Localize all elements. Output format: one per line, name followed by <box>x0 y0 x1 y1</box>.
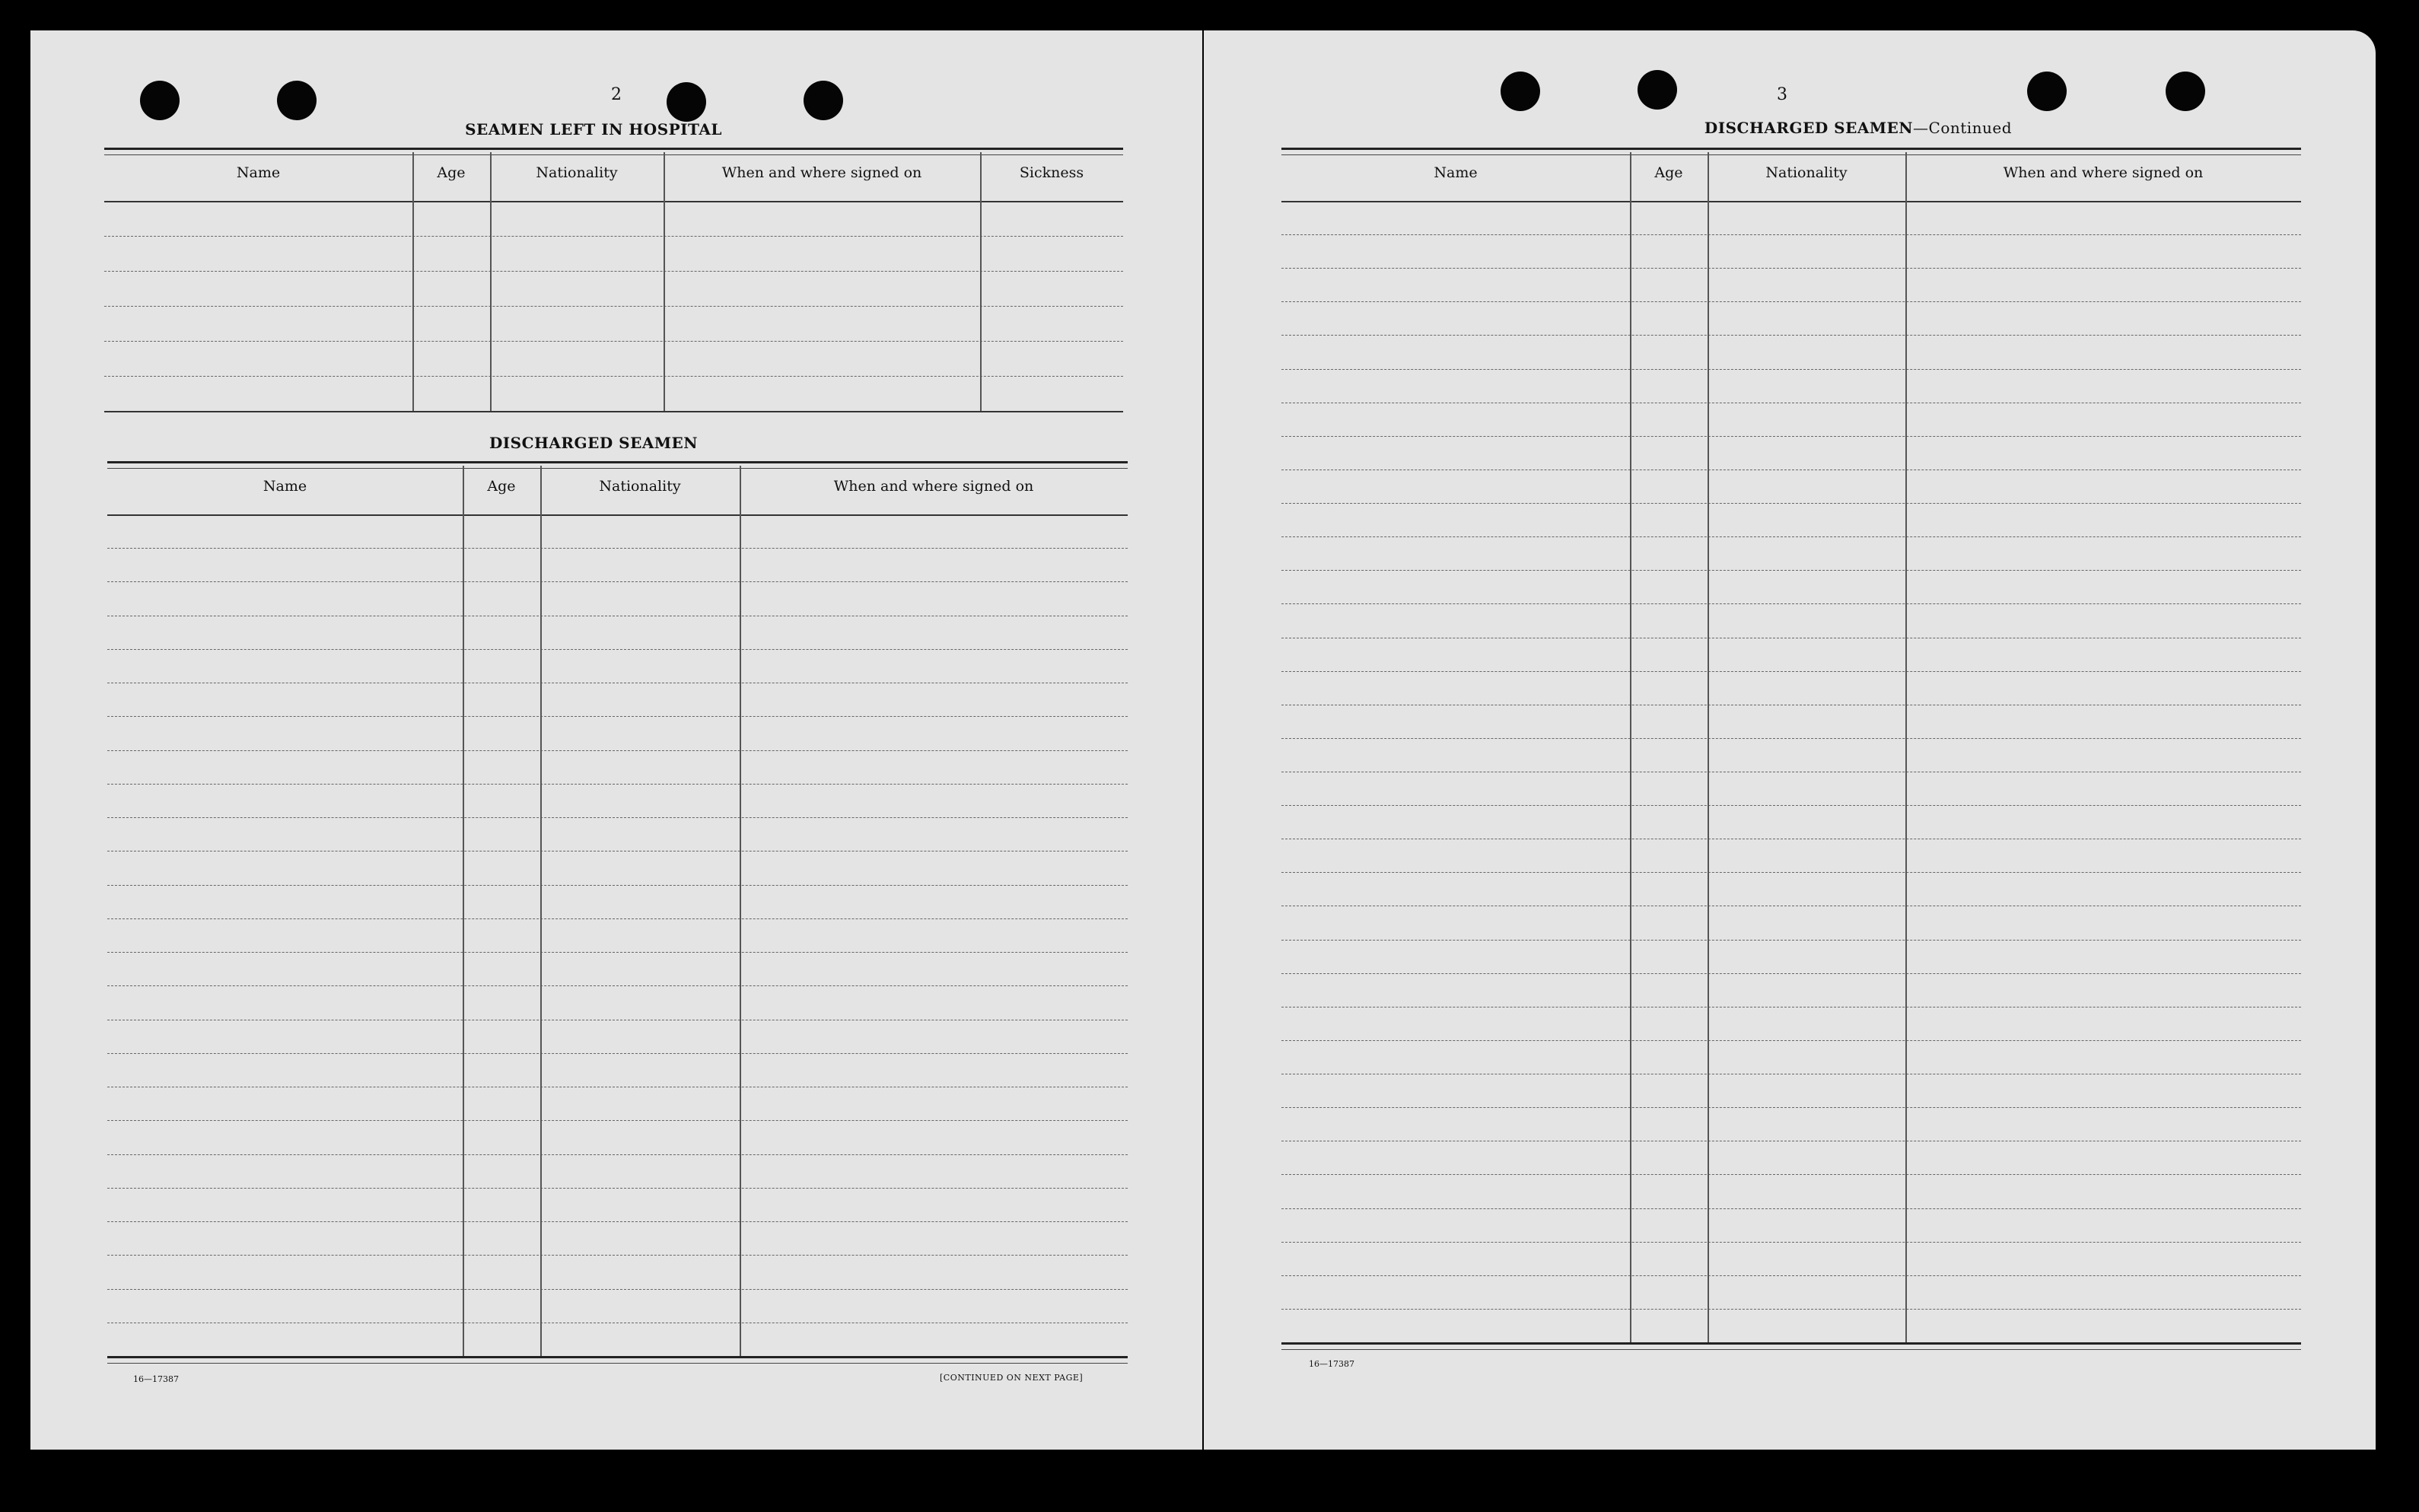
column-divider <box>664 152 665 411</box>
table-row <box>107 1255 1128 1256</box>
table-row <box>107 1120 1128 1121</box>
table-row <box>104 271 1123 272</box>
table-row <box>1281 1040 2301 1041</box>
column-header: Nationality <box>1765 164 1848 181</box>
table-row <box>1281 268 2301 269</box>
table-row <box>107 750 1128 751</box>
column-header: Nationality <box>599 478 681 495</box>
column-header: Age <box>1654 164 1683 181</box>
form-number: 16—17387 <box>1309 1359 1354 1369</box>
table-row <box>1281 436 2301 437</box>
column-divider <box>740 466 741 1356</box>
table-row <box>1281 570 2301 571</box>
page-number: 2 <box>611 85 622 104</box>
column-divider <box>1708 152 1709 1342</box>
table-row <box>1281 335 2301 336</box>
column-header: When and where signed on <box>2003 164 2204 181</box>
table-row <box>1281 671 2301 672</box>
header-rule <box>107 514 1128 516</box>
column-divider <box>412 152 414 411</box>
table-row <box>107 1053 1128 1054</box>
table-row <box>1281 1107 2301 1108</box>
form-number: 16—17387 <box>133 1374 179 1384</box>
table-row <box>1281 1208 2301 1209</box>
table-bottom-rule <box>104 411 1123 412</box>
table-row <box>1281 805 2301 806</box>
table-bottom-rule <box>1281 1342 2301 1350</box>
punch-hole <box>2166 72 2205 111</box>
table-row <box>107 1188 1128 1189</box>
punch-hole <box>804 81 843 120</box>
table-row <box>107 581 1128 582</box>
table-row <box>107 1289 1128 1290</box>
table-top-rule <box>107 461 1128 469</box>
column-header: Name <box>1434 164 1478 181</box>
table-row <box>1281 1275 2301 1276</box>
column-divider <box>540 466 542 1356</box>
table-row <box>1281 1309 2301 1310</box>
table-row <box>1281 536 2301 537</box>
table-row <box>1281 738 2301 739</box>
table-row <box>107 952 1128 953</box>
table-row <box>107 885 1128 886</box>
hospital-section-title: SEAMEN LEFT IN HOSPITAL <box>465 120 722 138</box>
table-row <box>107 649 1128 650</box>
table-row <box>107 817 1128 818</box>
table-row <box>1281 1174 2301 1175</box>
column-divider <box>463 466 464 1356</box>
table-row <box>1281 301 2301 302</box>
column-header: Name <box>236 164 281 181</box>
column-header: When and where signed on <box>833 478 1034 495</box>
table-row <box>107 1154 1128 1155</box>
table-bottom-rule <box>107 1356 1128 1364</box>
punch-hole <box>2027 72 2067 111</box>
table-row <box>107 985 1128 986</box>
discharged-continued-title <box>1508 119 2208 137</box>
table-row <box>104 306 1123 307</box>
table-row <box>107 918 1128 919</box>
table-row <box>1281 940 2301 941</box>
continued-note: [CONTINUED ON NEXT PAGE] <box>940 1373 1084 1383</box>
table-row <box>1281 1242 2301 1243</box>
right-page <box>1204 30 2376 1450</box>
page-number: 3 <box>1777 85 1787 104</box>
header-rule <box>104 201 1123 202</box>
table-row <box>1281 973 2301 974</box>
table-row <box>107 716 1128 717</box>
punch-hole <box>667 82 706 122</box>
table-row <box>107 1221 1128 1222</box>
column-divider <box>980 152 982 411</box>
punch-hole <box>277 81 317 120</box>
punch-hole <box>1501 72 1540 111</box>
table-top-rule <box>1281 148 2301 155</box>
table-row <box>1281 234 2301 235</box>
table-row <box>1281 872 2301 873</box>
column-header: Name <box>263 478 307 495</box>
table-row <box>107 784 1128 785</box>
column-header: Age <box>437 164 466 181</box>
column-header: Nationality <box>536 164 618 181</box>
table-row <box>107 548 1128 549</box>
header-rule <box>1281 201 2301 202</box>
column-divider <box>490 152 492 411</box>
table-row <box>104 341 1123 342</box>
column-header: Sickness <box>1019 164 1084 181</box>
table-row <box>104 376 1123 377</box>
table-row <box>1281 369 2301 370</box>
discharged-continued-title-main: DISCHARGED SEAMEN <box>1704 119 1914 137</box>
table-row <box>1281 503 2301 504</box>
discharged-continued-title-suffix: —Continued <box>1913 119 2013 137</box>
left-page <box>30 30 1202 1450</box>
column-divider <box>1630 152 1631 1342</box>
column-header: Age <box>487 478 516 495</box>
column-header: When and where signed on <box>721 164 922 181</box>
column-divider <box>1905 152 1907 1342</box>
table-top-rule <box>104 148 1123 155</box>
punch-hole <box>1638 70 1677 110</box>
table-row <box>1281 603 2301 604</box>
table-row <box>104 236 1123 237</box>
discharged-section-title: DISCHARGED SEAMEN <box>489 434 699 452</box>
punch-hole <box>140 81 180 120</box>
